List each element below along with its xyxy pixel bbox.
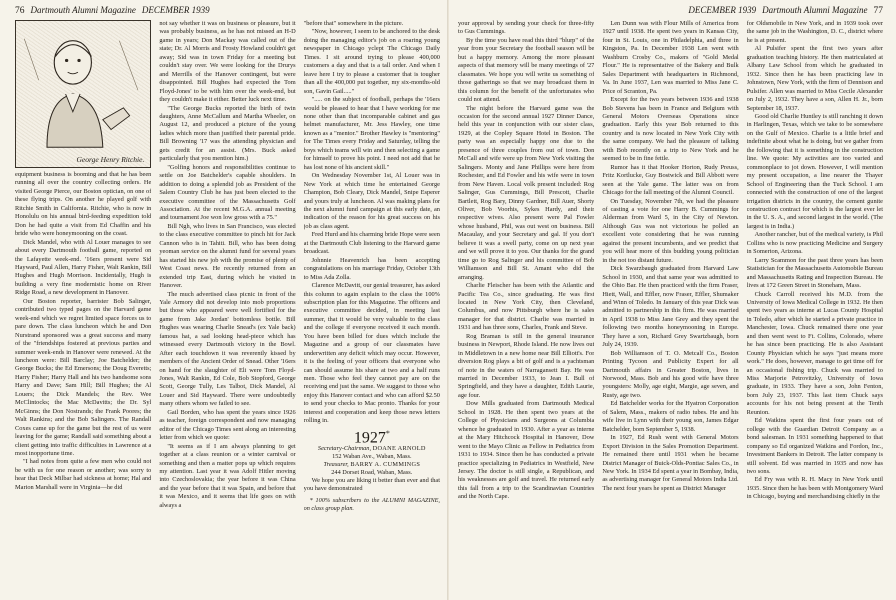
article-paragraph: Ed Batchelder works for the Hyatron Corporation of Salem, Mass., makers of radio tubes. He and his wife live in Lynn with their young son, James Edgar Batchelder, born September 5, 1938. (602, 400, 739, 433)
right-page (448, 0, 896, 600)
article-paragraph: your approval by sending your check for three-fifty to Gus Cummings. (458, 20, 595, 36)
treasurer-address: 244 Dorset Road, Waban, Mass. (331, 468, 413, 476)
article-paragraph: Charlie Fleischer has been with the Atlantic and Pacific Tea Co., since graduating. He was first located in New York City, then Cleveland, Columbus, and now Pittsburgh where he is sales manager for that district. Charlie was married in 1931 and has three sons, Charles, Frank and Steve. (458, 282, 595, 332)
article-paragraph: "Now, however, I seem to be anchored to the desk doing the managing editor's job on a roaring young newspaper in Chicago yclept The Chicago Daily Times. I sit around trying to please 400,000 customers a day and that is a tall order. And when I leave here I try to please a customer that is tougher than all the 400,000 put together, my six-months-old son, Gavin Gail....." (303, 28, 440, 95)
article-paragraph: Except for the two years between 1936 and 1938 Bob Stevens has been in France and Belgium with General Motors Overseas Operations since graduation. Early this year Bob returned to this country and is now located in New York City with the same company. We had the pleasure of talking with Bob recently on a trip to New York and he seemed to be in fine fettle. (602, 96, 739, 163)
article-paragraph: The night before the Harvard game was the occasion for the second annual 1927 Dinner Dance, held this year in conjunction with our sister class, 1929, at the Copley Square Hotel in Boston. The party was an especially happy one due to the presence of three couples from out of town. Don McCall and wife were up from New York visiting the Salingers. Monty and Jane Phillips were here from Rochester, and Ed Fowler and his wife were in town from New Haven. Local volk present included: Rog Salinger, Gus Cummings, Bill Prescott, Charlie Bartlett, Rog Bary, Dinny Gardner, Bill Auer, Shorty Oliver, Bob Voorhis, Sykes Hardy, and their respective wives. Also present were Pal Fowler whose husband, Phil, was out west on business. Bill Macaulay, and your Secretary and gal. If you don't believe it was a swell party, come on up next year and we will prove it to you. Our thanks for the grand time go to Rog Salinger and his committee of Bob Williamson and Bill St. Amant who did the arranging. (458, 104, 595, 281)
article-paragraph: Another rancher, but of the medical variety, is Phil Collins who is now practicing Medicine and Surgery in Somerton, Arizona. (746, 231, 883, 256)
article-paragraph: Larry Scammon for the past three years has been Statistician for the Massachusetts Automobile Bureau and Massachusetts Rating and Inspection Bureau. He lives at 172 Green Street in Stoneham, Mass. (746, 256, 883, 290)
secretary-address: 152 Waban Ave., Waban, Mass. (332, 452, 412, 460)
article-paragraph: Len Dunn was with Flour Mills of America from 1927 until 1938. He spent two years in Kansas City, four in St. Louis, one in Philadelphia, and three in Kingston, Pa. In December 1938 Len went with Washburn Crosby Co., makers of "Gold Medal Flour." He is representative of the Bakery and Bulk Sales Department with headquarters in Richmond, Va. In June 1937, Len was married to Miss Jane C. Price of Scranton, Pa. (602, 20, 739, 95)
article-paragraph: "It seems as if I am always planning to get together at a class reunion or a winter carnival or something and then a matter pops up which requires my attention. Last year it was Adolf Hitler moving into Czechoslovakia; the year before it was China and the year before that it was Spain, and before that it was Mexico, and it seems that life goes on with always a (159, 442, 296, 509)
article-paragraph: Johnnie Heavenrich has been accepting congratulations on his marriage Friday, October 13th to Miss Ada Zolla. (303, 256, 440, 281)
article-paragraph: Rumor has it that Hooker Horton, Rudy Preuss, Fritz Kortlucke, Guy Bostwick and Bill Abbott were seen at the Yale game. The latter was on from Chicago for the fall meeting of the Alumni Council. (602, 163, 739, 197)
right-magazine-title: Dartmouth Alumni Magazine (762, 5, 868, 15)
article-paragraph: "The George Bucks reported the birth of twin daughters, Anne McCallum and Martha Wheeler, on August 12, and produced a picture of the young ladies which more than justified their parental pride. Bill Browning '17 was the attending physician and gets credit for an assist. (Mrs. Buck asked particularly that you mention him.) (159, 104, 296, 163)
article-paragraph: Clarence McDavitt, our genial treasurer, has asked this column to again explain to the class the 100% subscription plan for this Magazine. The officers and executive committee decided, in meeting last summer, that it would be very valuable to the class and the college if everyone received it each month. You have been billed for dues which include the Magazine and a group of our classmates have underwritten any deficit which may occur. However, it is the feeling of your officers that everyone who can should assume his share at two and a half runs men. Those who feel they cannot pay are on the receiving end just the same. We suggest to those who enjoy this Hanover contact and who can afford $2.50 to send your checks to Mac pronto. Thanks for your interest and cooperation and keep those news letters rolling in. (303, 282, 440, 425)
article-paragraph: Chuck Carroll received his M.D. from the University of Iowa Medical College in 1932. He then spent two years as interne at Lucas County Hospital in Toledo, after which he started a private practice in Manchester, Iowa. Chuck remained there one year and then went west to Ft. Collins, Colorado, where he has since been practicing. He is also Assistant County Physician which he says "just means more work." He does, however, manage to get time off for an occasional fishing trip. Chuck was married to Miss Marjorie Petrovitzky, University of Iowa graduate, in 1933. They have a son, John Fenton, born July 23, 1937. This last item Chuck says accounts for his not being present at the Tenth Reunion. (746, 290, 883, 416)
right-column-1 (458, 20, 594, 600)
secretary-name: DOANE ARNOLD (372, 444, 426, 452)
right-issue-date: DECEMBER 1939 (688, 5, 757, 15)
article-paragraph: Bill Ngh, who lives in San Francisco, was elected to the class executive committee to pinch hit for Jack Cannon who is in Tahiti. Bill, who has been doing yeoman service on the alumni fund for several years has started his new job with the promise of plenty of West Coast news. He recently returned from an extended trip East, during which he visited in Hanover. (159, 222, 296, 290)
article-paragraph: Gail Borden, who has spent the years since 1926 as teacher, foreign correspondent and now managing editor of the Chicago Times sent along an interesting letter from which we quote: (159, 408, 296, 442)
portrait-sketch-icon (16, 21, 150, 167)
class-year-heading (304, 428, 440, 447)
article-paragraph: Dick Swarzbaugh graduated from Harvard Law School in 1930, and that same year was admitted to the Ohio Bar. He then practiced with the firm Fraser, Hiett, Wall, and Effler, now Fraser, Effler, Shumaker and Winn of Toledo. In January of this year Dick was admitted to partnership in this firm. He was married in April 1938 to Miss Jane Grey and they spent the following two months honeymooning in Europe. They have a son, Richard Grey Swartzbaugh, born July 24, 1939. (602, 265, 739, 349)
article-paragraph: On Tuesday, November 7th, we had the pleasure of casting a vote for one Harry B. Cummings for Alderman from Ward 5, in the City of Newton. Although Gus was not victorious he polled an excellent vote considering that he was running against the present incumbents, and we predict that you will hear more of this budding young politician in the not too distant future. (602, 197, 739, 264)
class-year-mark: * (385, 428, 390, 438)
right-column-2 (602, 20, 738, 600)
article-paragraph: Good old Charlie Huntley is still ranching it down in Harlingen, Texas, which we take to be somewhere on the Gulf of Mexico. Charlie is a little brief and indefinite about what he is doing, but we gather from the following that it is something in the construction line. We quote: My activities are too varied and commonplace to jot down. However, I will mention my present occupation, a line nearer the Thayer School of Engineering than the Tuck School. I am connected with the construction of one of the largest irrigation districts in the country, the cement gunite construction contract for which is the largest ever let in the U. S. A., and second largest in the world. (The largest is in India.) (746, 112, 883, 230)
article-paragraph: Al Pulsifer spent the first two years after graduation teaching history. He then matriculated at Albany Law School from which he graduated in 1932. Since then he has been practicing law in Johnstown, New York, with the firm of Dennison and Pulsifer. Allen was married to Miss Cecile Alexander on July 2, 1932. They have a son, Allen H. Jr., born September 18, 1937. (746, 45, 883, 112)
article-paragraph: Dick Mandel, who with Al Louer manages to see about every Dartmouth football game, reported on the Lafayette week-end. '16ers present were Sid Hayward, Paul Allen, Harry Fisher, Walt Rankin, Bill Hughes and Hugh Morrison. Incidentally, Hugh is building a very fine modernistic home on River Ridge Road, a new development in Hanover. (15, 238, 152, 297)
article-paragraph: "Golfing honors and responsibilities continue to settle on Joe Batchelder's capable shoulders. In addition to doing a splendid job as President of the Salem Country Club he has just been elected to the executive committee of the Massachusetts Golf Association. At the recent M.G.A. annual meeting and tournament Joe won low gross with a 75." (159, 163, 296, 222)
class-year: 1927 (353, 429, 386, 447)
left-column-2 (159, 20, 295, 600)
article-paragraph: for Oldsmobile in New York, and in 1939 took over the same job in the Washington, D. C., district where he is at present. (746, 20, 883, 44)
left-magazine-title: Dartmouth Alumni Magazine (30, 5, 136, 15)
article-paragraph: "I had notes from quite a few men who could not be with us for one reason or another; was sorry to hear that Deck Milbar had sickness at home; Hal and Marion Marshall were in Virginia—he did (15, 458, 152, 491)
article-paragraph: "before that" somewhere in the picture. (303, 20, 404, 27)
left-running-head (15, 5, 440, 17)
article-paragraph: Ed Fry was with R. H. Macy in New York until 1935. Since then he has been with Montgomery Ward in Chicago, buying and merchandising chiefly in the (746, 476, 883, 501)
article-paragraph: We hope you are liking it better than ever and that you have demonstrated (303, 476, 440, 492)
class-officers (304, 445, 440, 477)
article-paragraph: not say whether it was on business or pleasure, but it was probably business, as he has not missed an H-D game in years; Don Mackay was called out of the state; Dr. Al Morris and Frosty Howland couldn't get away; Sid was in town Friday for a meeting but couldn't stay over. We were looking for the Drurys and Merrills of the Hanover contingent, but were disappointed. Bill Hughes had expected the Tom Floyd-Jones' to be with him over the week-end, but they couldn't make it either. Better luck next time. (159, 20, 296, 104)
left-column-1 (15, 20, 151, 600)
left-column-3 (304, 20, 440, 600)
article-paragraph: Rog Braman is still in the general insurance business in Newport, Rhode Island. He now lives out in Middletown in a new home near Bill Elliott's. For diversion Rog plays a bit of golf and is a yachtsman of note in the waters of Narragansett Bay. He was married in December 1933, to Jean I. Bull of Springfield, and they have a daughter, Edith Laurie, age four. (458, 332, 595, 399)
secretary-title: Secretary-Chairman, (317, 444, 372, 452)
left-issue-date: DECEMBER 1939 (141, 5, 210, 15)
article-paragraph: Fred Hurd and his charming bride Hope were seen at the Dartmouth Club listening to the Harvard game broadcast. (303, 231, 440, 256)
portrait-illustration (15, 20, 151, 168)
article-paragraph: Dow Mills graduated from Dartmouth Medical School in 1928. He then spent two years at the College of Physicians and Surgeons at Columbia whence he graduated in 1930. After a year as interne at the Mary Hitchcock Hospital in Hanover, Dow went to the Mayo Clinic as Fellow in Pediatrics from 1931 to 1934. Since then he has conducted a private practice specializing in Pediatrics in Westfield, New Jersey. The doctor is still single, a Republican, and his weaknesses are golf and travel. He returned early this fall from a trip to the Scandinavian Countries and the North Cape. (458, 400, 595, 501)
right-running-head (458, 5, 883, 17)
article-paragraph: Our Boston reporter, barrister Bob Salinger, contributed two typed pages on the Harvard game week-end which we regret limited space forces us to pare down. The class luncheon which he and Don Nurstrand sponsored was a great success and many of the "friendships fostered at previous parties and summer week-ends in Hanover were renewed. At the luncheon were: Bill Barclay; Joe Batchelder; the George Bucks; the Ed Emersons; the Doug Everetts; Harry Fisher; Harry Hall and his two handsome sons Harry and Dave; Sam Hill; Bill Hughes; the Al Louers; the Dick Mandels; the Rev. Wee McClintocks; the Mac McDavitts; the Dr. Syl McGinns; the Don Nostrands; the Frank Poores; the Walt Rankins; and the Bob Salingers. The Randall Coxes came up for the game but the rest of us were leaving for the game; Randall said something about a client getting into traffic difficulties in Lawrence at a most inopportune time. (15, 297, 152, 457)
treasurer-title: Treasurer, (323, 460, 349, 468)
article-paragraph: In 1927, Ed Rush went with General Motors Export Division in the Sales Promotion Department. He remained there until 1931 when he became District Manager of Buick-Olds-Pontiac Sales Co., in New York. In 1934 Ed spent a year in Bombay, India, as advertising manager for General Motors India Ltd. The next four years he spent as District Manager (602, 434, 739, 492)
right-page-number: 77 (873, 6, 883, 16)
footnote: * 100% subscribers to the ALUMNI MAGAZINE, on class group plan. (303, 497, 440, 513)
article-paragraph: The much advertised class picnic in front of the Yale Armory did not develop into mob proportions but those who appeared were well fortified for the game from Jake Jordan' bottomless bottle. Bill Hughes was wearing Charlie Snead's (ex Yale back) famous hat, a sad looking head-piece which has witnessed every Dartmouth victory in the Bowl. After each touchdown it was reverently kissed by members of the Ancient Order of Snead. Other '16ers on hand for the slaughter of Eli were Tom Floyd-Jones, Walt Rankin, Ed Cole, Bob Stopford, George Scott, George Tully, Les Talbot, Dick Mandel, Al Louer and Sid Hayward. There were undoubtedly many others whom we failed to see. (159, 290, 296, 408)
article-paragraph: Ed Watkins spent the first four years out of college with the Guardian Detroit Company as a bond salesman. In 1931 something happened to that company so Ed organized Watkins and Fordon, Inc., Investment Bankers in Detroit. The latter company is still solvent. Ed was married in 1935 and now has two sons. (746, 417, 883, 476)
article-paragraph: "..... on the subject of football, perhaps the '16ers would be pleased to hear that I have working for me none other than that incomparable cabinet and gas helmet manufacturer, Mr. Jess Hawley, one time known as a "mentor." Brother Hawley is "mentoring" for The Times every Friday and Saturday, telling the boys which teams will win and then selecting a game for himself to prove his point. I need not add that he has lost none of his ancient skill." (303, 96, 440, 171)
portrait-caption: George Henry Ritchie. (76, 154, 145, 164)
article-paragraph: equipment business is booming and that he has been running all over the country collecting orders. He visited George Pierce, our Boston optician, on one of these flying trips. On another he played golf with Ritchie Smith in California. Ritchie, who is now in Honolulu on his annual bird-feeding expedition told Don he had quite a visit from Ed Chaffin and his bride who were honeymooning on the coast. (15, 171, 152, 238)
article-paragraph: Bob Williamson of T. O. Metcalf Co., Boston Printing Tycoon and Publicity Expert for all Dartmouth affairs in Greater Boston, lives in Norwood, Mass. Bob and his good wife have three youngsters: Molly, age eight, Margie, age seven, and Rusty, age two. (602, 349, 739, 399)
treasurer-name: BARRY A. CUMMINGS (350, 460, 421, 468)
left-page-number: 76 (15, 6, 25, 16)
right-column-3 (747, 20, 883, 600)
article-paragraph: By the time you have read this third "blurp" of the year from your Secretary the football season will be but a happy memory. Among the more pleasant aspects of that memory will be many meetings of '27 classmates. We hope you will write us something of those gatherings so that we may broadcast them in this column for the benefit of the unfortunates who could not attend. (458, 36, 595, 104)
article-paragraph: On Wednesday November 1st, Al Louer was in New York at which time he entertained George Champion, Bob Cleary, Dick Mandel, Snipe Esperer and yours truly at luncheon. Al was making plans for the next alumni fund campaign at this early date, an indication of the reason for his great success on his job as class agent. (303, 172, 440, 230)
